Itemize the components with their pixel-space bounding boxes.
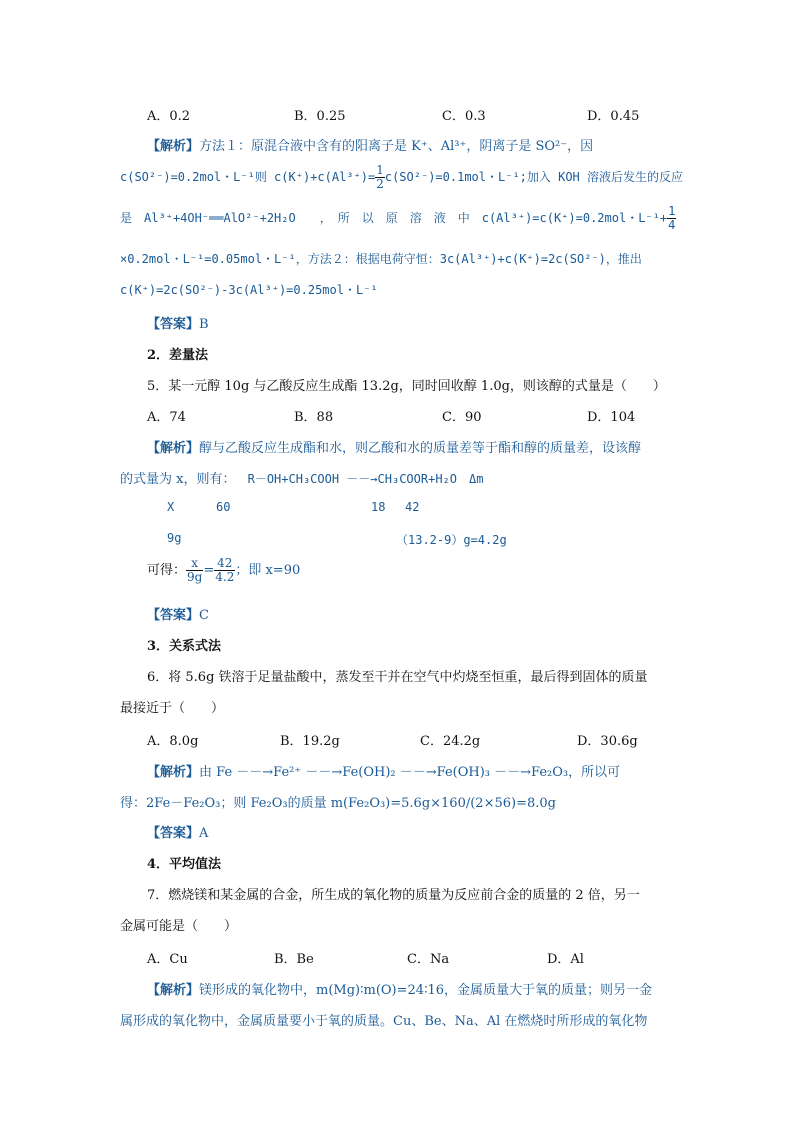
q4-option-a: A．0.2: [147, 109, 191, 124]
q6-option-c: C．24.2g: [420, 734, 481, 749]
q6-option-b: B．19.2g: [280, 734, 340, 749]
fraction-one-quarter: $\frac{1}{4}$: [668, 204, 676, 232]
q6-option-a: A．8.0g: [147, 734, 199, 749]
q7-analysis-line-2: 属形成的氧化物中，金属质量要小于氧的质量。Cu、Be、Na、Al 在燃烧时所形成的氧化物: [120, 1014, 648, 1029]
fraction-42-over-4.2: $\frac{42}{4.2}$: [215, 556, 235, 584]
q4-analysis-line-2: c(SO²⁻)=0.2mol・L⁻¹则 c(K⁺)+c(Al³⁺)= $\frac{1}{2}$ c(SO²⁻)=0.1mol・L⁻¹;加入 KOH 溶液后发生的反应: [120, 163, 684, 191]
q5-stem: 5．某一元醇 10g 与乙酸反应生成酯 13.2g，同时回收醇 1.0g，则该醇的式量是（ ）: [147, 379, 666, 394]
q6-answer: 【答案】A: [147, 826, 209, 841]
analysis-tag: 【解析】: [147, 139, 200, 154]
q5-option-c: C．90: [442, 410, 482, 425]
q4-option-b: B．0.25: [294, 109, 346, 124]
q5-option-b: B．88: [294, 410, 334, 425]
q4-answer: 【答案】B: [147, 317, 209, 332]
q5-option-a: A．74: [147, 410, 186, 425]
q7-option-c: C．Na: [407, 952, 450, 967]
q4-analysis-line-3: 是 Al³⁺+4OH⁻══AlO²⁻+2H₂O ， 所 以 原 溶 液 中 c(Al³⁺)=c(K⁺)=0.2mol・L⁻¹+ $\frac{1}{4}$: [120, 204, 676, 232]
q4-option-d: D．0.45: [587, 109, 640, 124]
q4-analysis-line-4: ×0.2mol・L⁻¹=0.05mol・L⁻¹，方法２：根据电荷守恒：3c(Al³⁺)+c(K⁺)=2c(SO²⁻)，推出: [120, 252, 642, 266]
q5-equation: R－OH+CH₃COOH －－→CH₃COOR+H₂O Δm: [247, 472, 484, 486]
section-heading-4: 4．平均值法: [147, 857, 222, 872]
q4-analysis-line-1: 【解析】方法１：原混合液中含有的阳离子是 K⁺、Al³⁺，阴离子是 SO²⁻，因: [147, 139, 594, 154]
q7-analysis-line-1: 【解析】镁形成的氧化物中，m(Mg)∶m(O)=24∶16，金属质量大于氧的质量；则另一金: [147, 983, 652, 998]
q7-option-d: D．Al: [547, 952, 584, 967]
q5-answer: 【答案】C: [147, 608, 209, 623]
fraction-x-over-9g: $\frac{x}{9g}$: [187, 556, 203, 584]
q5-result: 可得： $\frac{x}{9g}$ = $\frac{42}{4.2}$ ；即 x=90: [147, 556, 301, 584]
q5-analysis-line-2: 的式量为 x，则有： R－OH+CH₃COOH －－→CH₃COOR+H₂O Δm: [120, 472, 484, 487]
fraction-one-half: $\frac{1}{2}$: [376, 163, 384, 191]
q7-option-b: B．Be: [274, 952, 314, 967]
section-heading-2: 2．差量法: [147, 348, 209, 363]
q4-analysis-line-5: c(K⁺)=2c(SO²⁻)-3c(Al³⁺)=0.25mol・L⁻¹: [120, 283, 378, 297]
q5-analysis-line-1: 【解析】醇与乙酸反应生成酯和水，则乙酸和水的质量差等于酯和醇的质量差，设该醇: [147, 441, 642, 456]
q6-stem-2: 最接近于（ ）: [120, 701, 225, 716]
q4-option-c: C．0.3: [442, 109, 486, 124]
q5-option-d: D．104: [587, 410, 636, 425]
q7-option-a: A．Cu: [147, 952, 188, 967]
q7-stem-1: 7．燃烧镁和某金属的合金，所生成的氧化物的质量为反应前合金的质量的 2 倍，另一: [147, 888, 640, 903]
q6-option-d: D．30.6g: [577, 734, 638, 749]
q7-stem-2: 金属可能是（ ）: [120, 919, 238, 934]
section-heading-3: 3．关系式法: [147, 639, 222, 654]
q6-stem-1: 6．将 5.6g 铁溶于足量盐酸中，蒸发至干并在空气中灼烧至恒重，最后得到固体的质量: [147, 670, 648, 685]
q6-analysis-line-1: 【解析】由 Fe －－→Fe²⁺ －－→Fe(OH)₂ －－→Fe(OH)₃ －－→Fe₂O₃，所以可: [147, 765, 621, 780]
q6-analysis-line-2: 得：2Fe－Fe₂O₃；则 Fe₂O₃的质量 m(Fe₂O₃)=5.6g×160/(2×56)=8.0g: [120, 796, 556, 811]
